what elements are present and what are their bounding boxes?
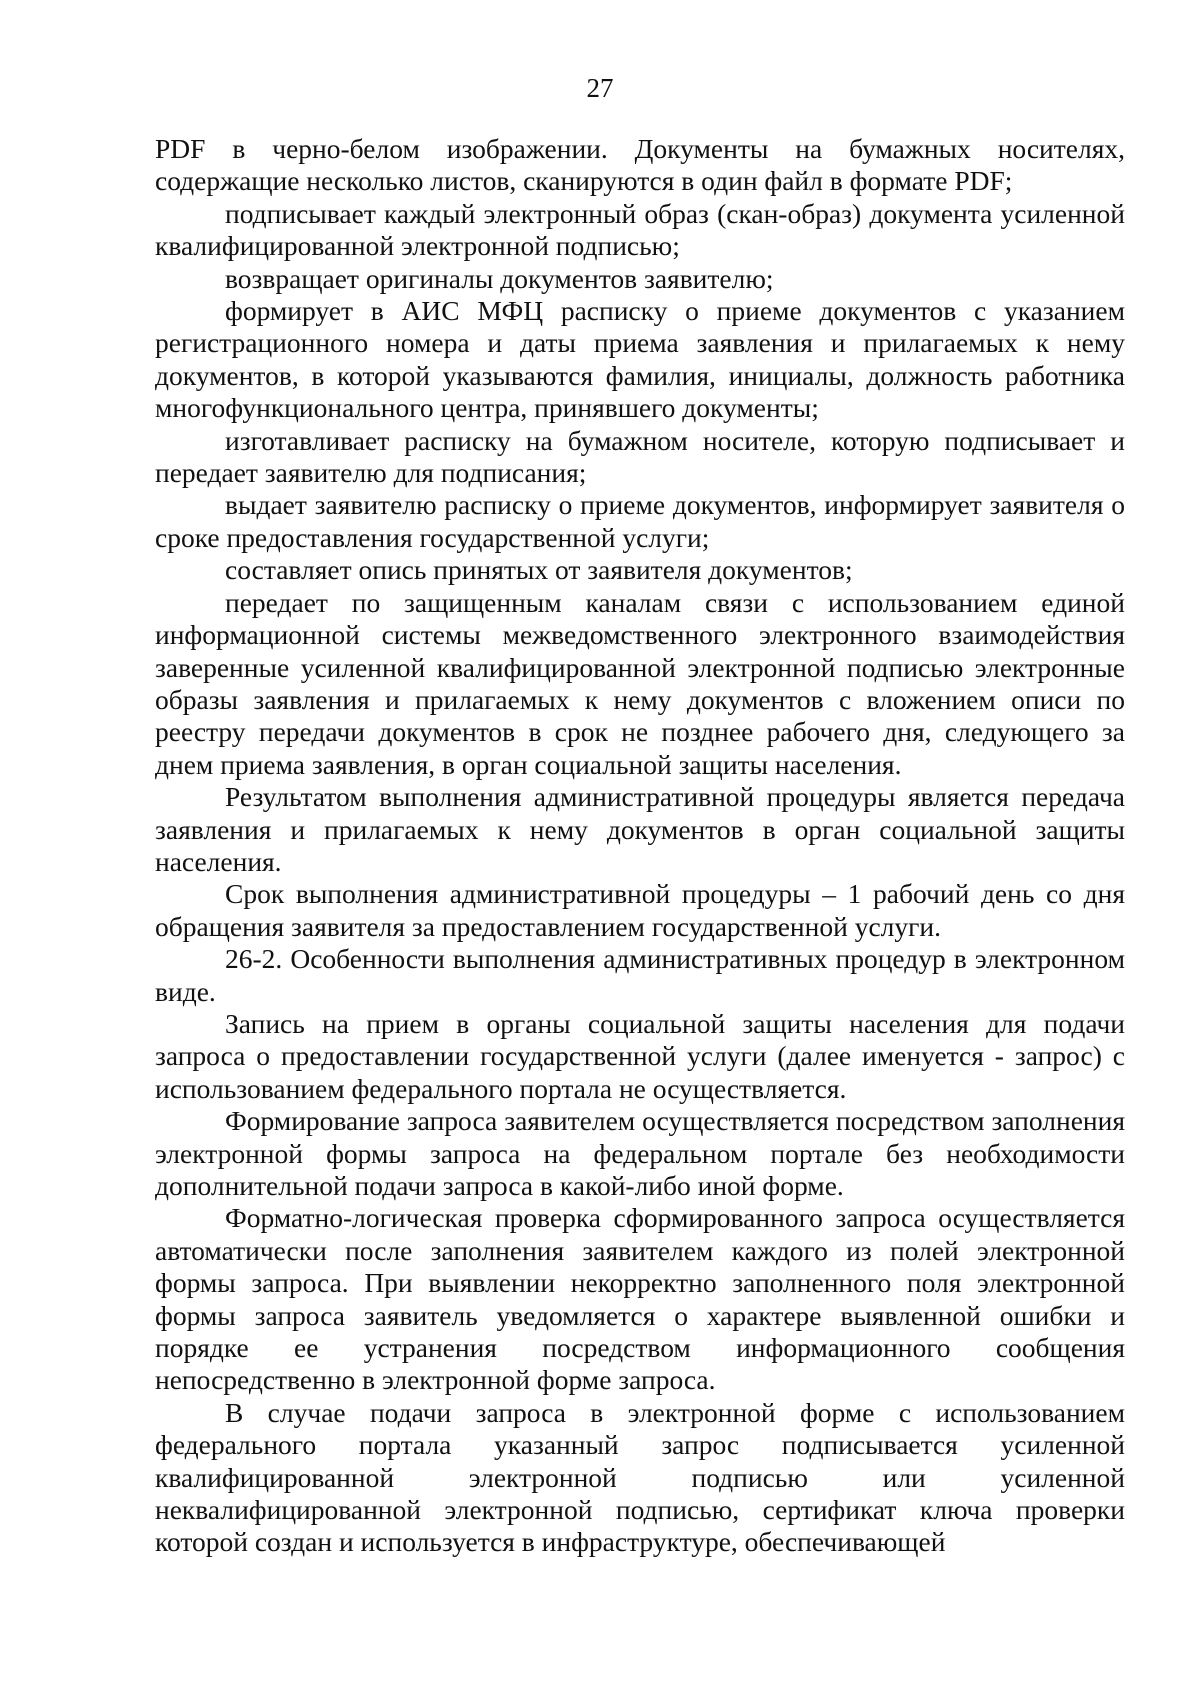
page-number: 27: [586, 73, 614, 103]
paragraph-electronic-signature: В случае подачи запроса в электронной форме с использованием федерального портала указанный запрос подписывается усиленной квалифицированной электронной подписью или усиленной неквалифицированной электронной подписью, сертификат ключа проверки которой создан и используется в инфраструктуре, обеспечивающей: [155, 1396, 1125, 1558]
paragraph-print-receipt: изготавливает расписку на бумажном носителе, которую подписывает и передает заявителю для подписания;: [155, 424, 1125, 489]
paragraph-format-check: Форматно-логическая проверка сформированного запроса осуществляется автоматически после заполнения заявителем каждого из полей электронной формы запроса. При выявлении некорректно заполненного поля электронной формы запроса заявитель уведомляется о характере выявленной ошибки и порядке ее устранения посредством информационного сообщения непосредственно в электронной форме запроса.: [155, 1202, 1125, 1396]
paragraph-issue-receipt: выдает заявителю расписку о приеме документов, информирует заявителя о сроке предоставления государственной услуги;: [155, 489, 1125, 553]
paragraph-return-originals: возвращает оригиналы документов заявителю;: [225, 262, 774, 294]
paragraph-form-receipt: формирует в АИС МФЦ расписку о приеме документов с указанием регистрационного номера и даты приема заявления и прилагаемых к нему документов, в которой указываются фамилия, инициалы, должность работника многофункционального центра, принявшего документы;: [155, 295, 1125, 424]
document-body: [155, 133, 1125, 1559]
paragraph-sign-scan: подписывает каждый электронный образ (скан-образ) документа усиленной квалифицированной электронной подписью;: [155, 197, 1125, 262]
paragraph-pdf-scan: PDF в черно-белом изображении. Документы на бумажных носителях, содержащие несколько листов, сканируются в один файл в формате PDF;: [155, 133, 1125, 197]
section-heading-26-2: 26-2. Особенности выполнения административных процедур в электронном виде.: [155, 943, 1125, 1007]
paragraph-procedure-result: Результатом выполнения административной процедуры является передача заявления и прилагаемых к нему документов в орган социальной защиты населения.: [155, 781, 1125, 877]
paragraph-appointment: Запись на прием в органы социальной защиты населения для подачи запроса о предоставлении государственной услуги (далее именуется - запрос) с использованием федерального портала не осуществляется.: [155, 1007, 1125, 1104]
paragraph-inventory: составляет опись принятых от заявителя документов;: [225, 554, 853, 586]
paragraph-procedure-term: Срок выполнения административной процедуры – 1 рабочий день со дня обращения заявителя за предоставлением государственной услуги.: [155, 878, 1125, 942]
paragraph-request-forming: Формирование запроса заявителем осуществляется посредством заполнения электронной формы запроса на федеральном портале без необходимости дополнительной подачи запроса в какой-либо иной форме.: [155, 1105, 1125, 1201]
paragraph-transfer-documents: передает по защищенным каналам связи с использованием единой информационной системы межведомственного электронного взаимодействия заверенные усиленной квалифицированной электронной подписью электронные образы заявления и прилагаемых к нему документов с вложением описи по реестру передачи документов в срок не позднее рабочего дня, следующего за днем приема заявления, в орган социальной защиты населения.: [155, 586, 1125, 780]
